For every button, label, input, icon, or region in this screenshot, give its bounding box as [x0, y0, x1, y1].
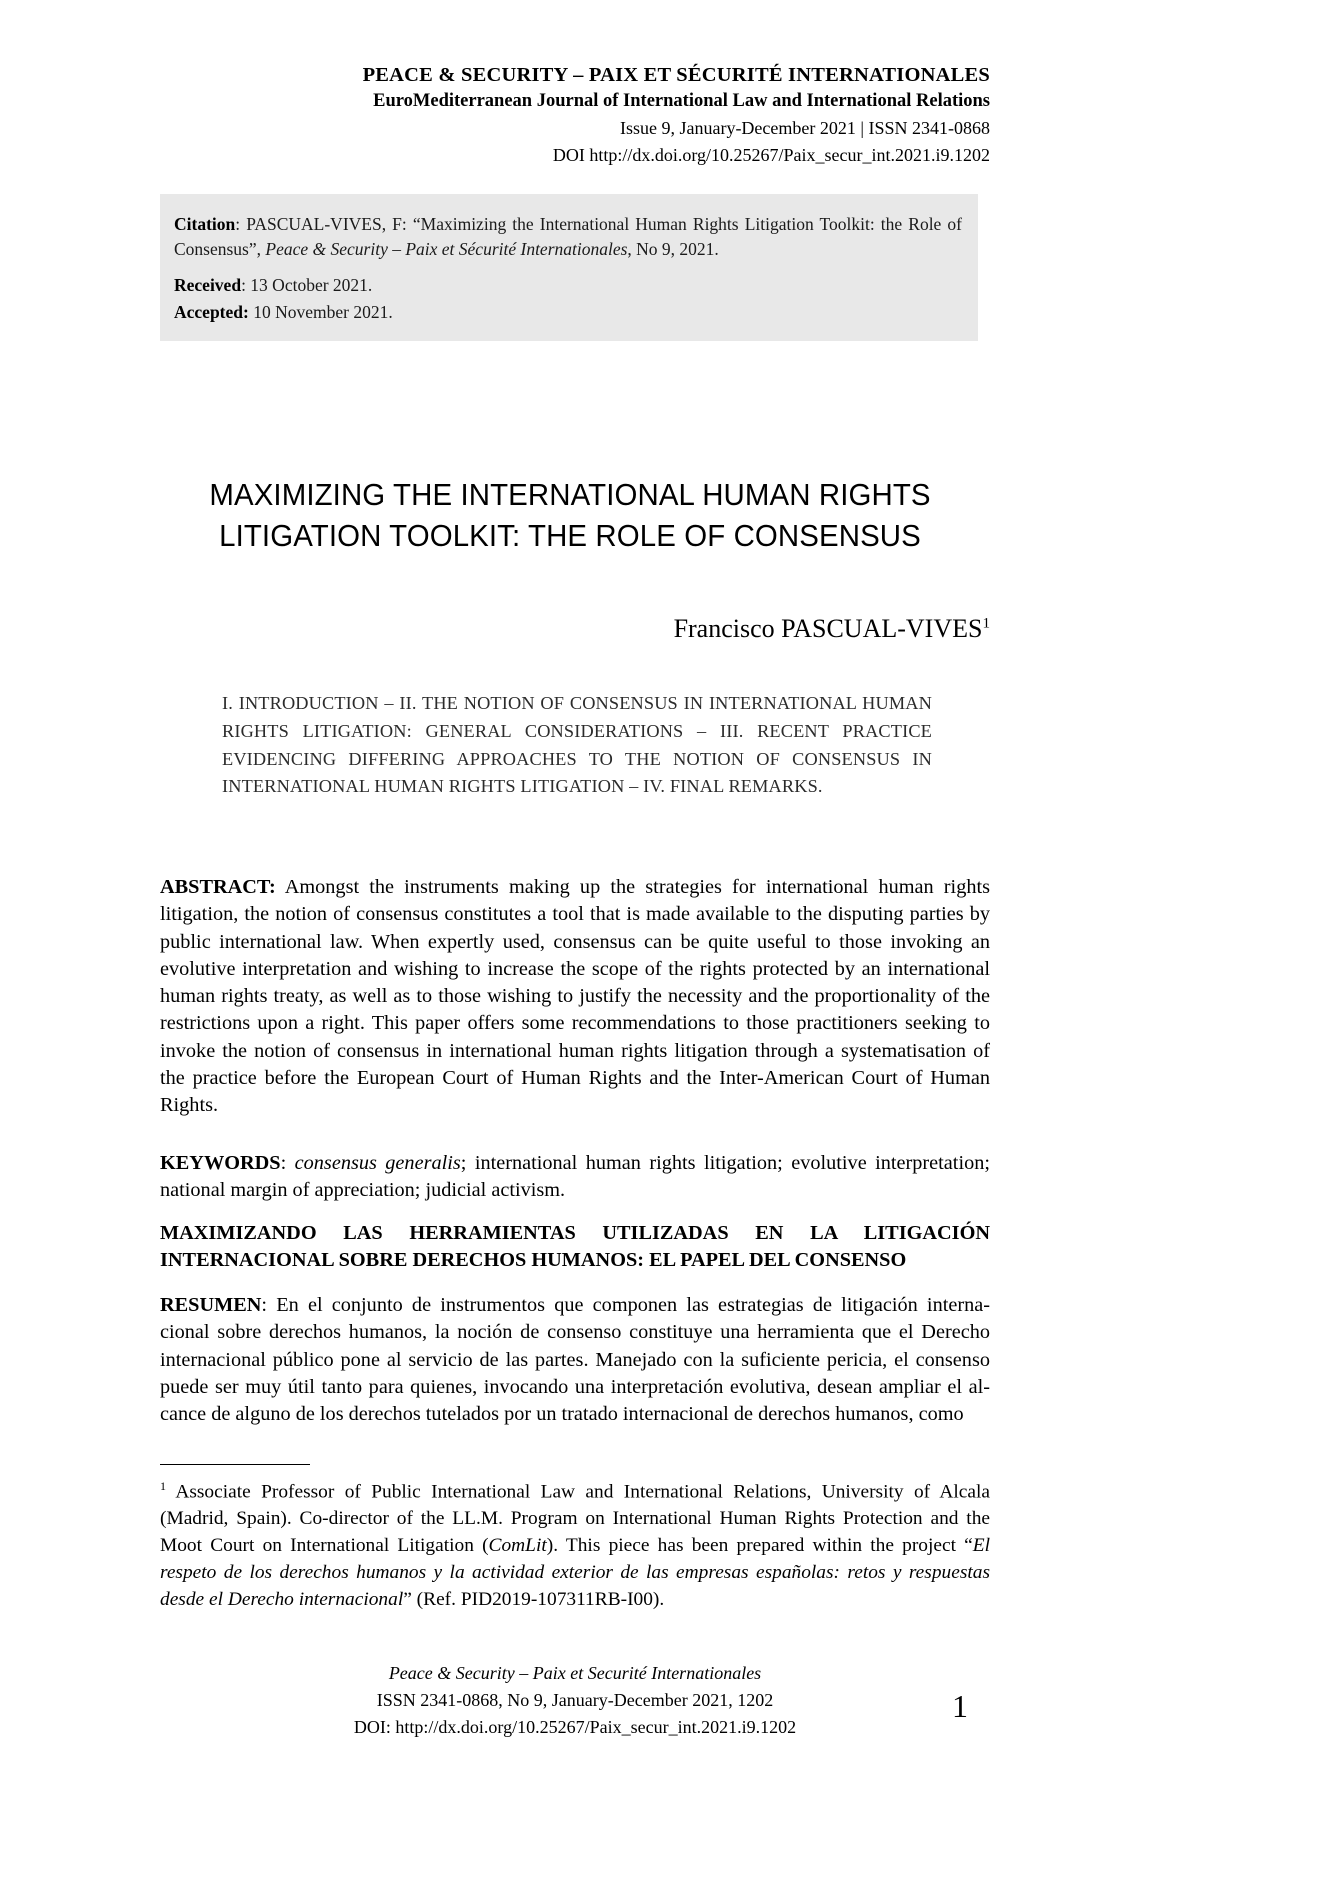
citation-journal-name: Peace & Security – Paix et Sécurité Internationales [265, 239, 628, 260]
resumen-text: : En el conjunto de instrumentos que componen las estrategias de litigación interna-cional sobre derechos humanos, la noción de consenso constituye una herramienta que el Derecho internacional público pone al servicio de las partes. Manejado con la suficiente pericia, el consenso puede ser muy útil tanto para quienes, invocando una interpretación evolutiva, desean ampliar el al-cance de alguno de los derechos tutelados por un tratado internacional de derechos humanos, como [160, 1294, 990, 1426]
footer-journal-name: Peace & Security – Paix et Securité Internationales [388, 1663, 762, 1683]
keywords-colon: : [280, 1152, 295, 1174]
resumen-label: RESUMEN [160, 1294, 262, 1316]
journal-subtitle: EuroMediterranean Journal of International Law and International Relations [373, 91, 990, 112]
page-number: 1 [952, 1688, 968, 1724]
footer-doi-line: DOI: http://dx.doi.org/10.25267/Paix_secur_int.2021.i9.1202 [353, 1717, 797, 1738]
received-value: : 13 October 2021. [241, 275, 373, 296]
accepted-line [174, 299, 962, 325]
footnote-italic-project-title: El respeto de los derechos humanos y la actividad exterior de las empresas españolas: retos y respuestas desde el Derecho internacional [160, 1535, 991, 1610]
keywords-block [160, 1150, 990, 1205]
footnote-italic-comlit: ComLit [488, 1535, 547, 1556]
citation-box [160, 194, 978, 341]
keywords-italic-term: consensus generalis [294, 1152, 461, 1174]
author-name: Francisco PASCUAL-VIVES [673, 614, 983, 643]
journal-title: PEACE & SECURITY – PAIX ET SÉCURITÉ INTERNATIONALES [362, 64, 990, 86]
citation-text-b: , No 9, 2021. [627, 239, 719, 260]
footnote-text-a: Associate Professor of Public International Law and International Relations, University of Alcala (Madrid, Spain). Co-director of the LL.M. Program on International Human Rights Protection and the Moot Court on International Litigation ( [160, 1481, 990, 1556]
footnote-text-c: ” (Ref. PID2019-107311RB-I00). [403, 1588, 665, 1610]
citation-label: Citation [174, 214, 236, 234]
footnote-block [160, 1478, 990, 1613]
page-footer [160, 1660, 990, 1742]
accepted-value: 10 November 2021. [248, 301, 393, 322]
doi-line: DOI http://dx.doi.org/10.25267/Paix_secur_int.2021.i9.1202 [552, 145, 990, 166]
footnote-separator-rule [160, 1464, 310, 1465]
article-title: MAXIMIZING THE INTERNATIONAL HUMAN RIGHTS LITIGATION TOOLKIT: THE ROLE OF CONSENSUS [209, 478, 931, 553]
footnote-text-b: ). This piece has been prepared within the project “ [546, 1535, 973, 1556]
resumen-block [160, 1292, 990, 1428]
accepted-label: Accepted: [174, 301, 249, 322]
spanish-article-title: MAXIMIZANDO LAS HERRAMIENTAS UTILIZADAS EN LA LITIGACIÓN INTERNACIONAL SOBRE DERECHOS HUMANOS: EL PAPEL DEL CONSENSO [160, 1222, 990, 1272]
citation-text [174, 212, 962, 262]
abstract-text: Amongst the instruments making up the strategies for international human rights litigation, the notion of consensus constitutes a tool that is made available to the disputing parties by public international law. When expertly used, consensus can be quite useful to those invoking an evolutive interpretation and wishing to increase the scope of the rights protected by an international human rights treaty, as well as to those wishing to justify the necessity and the proportionality of the restrictions upon a right. This paper offers some recommendations to those practitioners seeking to invoke the notion of consensus in international human rights litigation through a systematisation of the practice before the European Court of Human Rights and the Inter-American Court of Human Rights. [160, 876, 990, 1117]
citation-text-a: : PASCUAL-VIVES, F: “Maximizing the International Human Rights Litigation Toolkit: the Role of Consensus”, [174, 214, 962, 260]
received-label: Received [174, 275, 242, 296]
issue-issn-line: Issue 9, January-December 2021 | ISSN 2341-0868 [619, 117, 990, 138]
author-line [160, 612, 990, 646]
keywords-text: ; international human rights litigation; evolutive interpretation; national margin of appreciation; judicial activism. [160, 1152, 990, 1202]
table-of-contents: I. INTRODUCTION – II. THE NOTION OF CONSENSUS IN INTERNATIONAL HUMAN RIGHTS LITIGATION: GENERAL CONSIDERATIONS – III. RECENT PRACTICE EVIDENCING DIFFERING APPROACHES TO THE NOTION OF CONSENSUS IN INTERNATIONAL HUMAN RIGHTS LITIGATION – IV. FINAL REMARKS. [222, 693, 932, 797]
footer-issn-line: ISSN 2341-0868, No 9, January-December 2021, 1202 [376, 1690, 774, 1710]
received-line [174, 272, 962, 298]
footnote-marker: 1 [160, 1479, 167, 1493]
keywords-label: KEYWORDS [160, 1152, 281, 1174]
author-footnote-marker: 1 [982, 615, 990, 632]
abstract-label: ABSTRACT: [160, 876, 276, 898]
abstract-block [160, 874, 990, 1120]
masthead [160, 62, 990, 170]
